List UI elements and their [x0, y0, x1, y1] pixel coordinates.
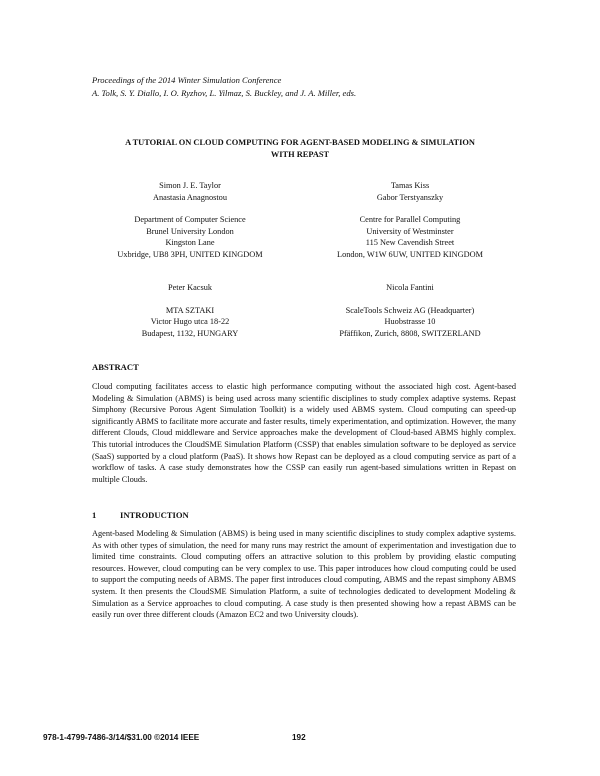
introduction-text: Agent-based Modeling & Simulation (ABMS) is being used in many scientific disciplines to study complex adaptive systems. As with other types of simulation, the need for many runs may restrict the amount of experimentation and investigation due to limited time constraints. Cloud computing offers an attractive solution to this problem by providing elastic computing resources. However, cloud computing can be very complex to use. This paper introduces how cloud computing could be used to support the computing needs of ABMS. The paper first introduces cloud computing, ABMS and the repast simphony ABMS system. It then presents the CloudSME Simulation Platform, a suite of technologies dedicated to development Modeling & Simulation as a Service approaches to cloud computing. A case study is then presented showing how a repast ABMS can be easily run over three different clouds (Amazon EC2 and two University clouds). [92, 529, 516, 620]
affiliation-line: Kingston Lane [165, 238, 215, 248]
author-block-fantini [300, 282, 520, 339]
author-name: Anastasia Anagnostou [153, 192, 227, 202]
affiliation-line: ScaleTools Schweiz AG (Headquarter) [345, 305, 475, 315]
author-block-kiss [300, 180, 520, 261]
author-block-taylor [90, 180, 290, 261]
paper-title [40, 137, 560, 161]
author-name: Simon J. E. Taylor [159, 181, 221, 190]
page-number: 192 [292, 733, 306, 742]
abstract-text: Cloud computing facilitates access to elastic high performance computing without the associated high cost. Agent-based Modeling & Simulation (ABMS) is being used across many scientific disciplines to study complex adaptive systems. Repast Simphony (Recursive Porous Agent Simulation Toolkit) is a widely used ABMS system. Cloud computing can speed-up significantly ABMS to facilitate more accurate and faster results, timely experimentation, and optimization. However, the many different Clouds, Cloud middleware and Service approaches make the development of Cloud-based ABMS highly complex. This tutorial introduces the CloudSME Simulation Platform (CSSP) that enables simulation software to be deployed as service (SaaS) supported by a cloud platform (PaaS). It shows how Repast can be deployed as a cloud computing service as part of a workflow of tasks. A case study demonstrates how the CSSP can easily run agent-based simulations written in Repast on multiple Clouds. [92, 382, 516, 484]
affiliation-line: Victor Hugo utca 18-22 [150, 317, 230, 327]
title-line-1: A TUTORIAL ON CLOUD COMPUTING FOR AGENT-BASED MODELING & SIMULATION [125, 138, 475, 147]
affiliation-line: Uxbridge, UB8 3PH, UNITED KINGDOM [117, 249, 263, 259]
affiliation-line: 115 New Cavendish Street [365, 238, 455, 248]
affiliation-line: Brunel University London [146, 226, 234, 236]
introduction-heading [92, 510, 189, 520]
author-name: Gabor Terstyanszky [376, 192, 444, 202]
conference-header [92, 74, 356, 100]
editors-line: A. Tolk, S. Y. Diallo, I. O. Ryzhov, L. Yilmaz, S. Buckley, and J. A. Miller, eds. [92, 88, 357, 98]
affiliation-line: Department of Computer Science [134, 215, 246, 225]
author-block-kacsuk [90, 282, 290, 339]
author-name: Peter Kacsuk [167, 283, 212, 292]
affiliation-line: Huobstrasse 10 [384, 317, 436, 327]
affiliation-line: Budapest, 1132, HUNGARY [141, 328, 239, 338]
footer-isbn: 978-1-4799-7486-3/14/$31.00 ©2014 IEEE [43, 733, 200, 742]
affiliation-line: University of Westminster [366, 226, 454, 236]
affiliation-line: MTA SZTAKI [165, 305, 215, 315]
affiliation-line: London, W1W 6UW, UNITED KINGDOM [337, 249, 483, 259]
proceedings-line: Proceedings of the 2014 Winter Simulation Conference [92, 75, 282, 85]
section-title: INTRODUCTION [120, 510, 189, 520]
affiliation-line: Centre for Parallel Computing [359, 215, 461, 225]
author-name: Tamas Kiss [390, 181, 430, 190]
abstract-heading: ABSTRACT [92, 362, 139, 372]
author-name: Nicola Fantini [386, 283, 434, 292]
affiliation-line: Pfäffikon, Zurich, 8808, SWITZERLAND [339, 328, 481, 338]
section-number: 1 [92, 510, 97, 520]
title-line-2: WITH REPAST [270, 150, 330, 159]
